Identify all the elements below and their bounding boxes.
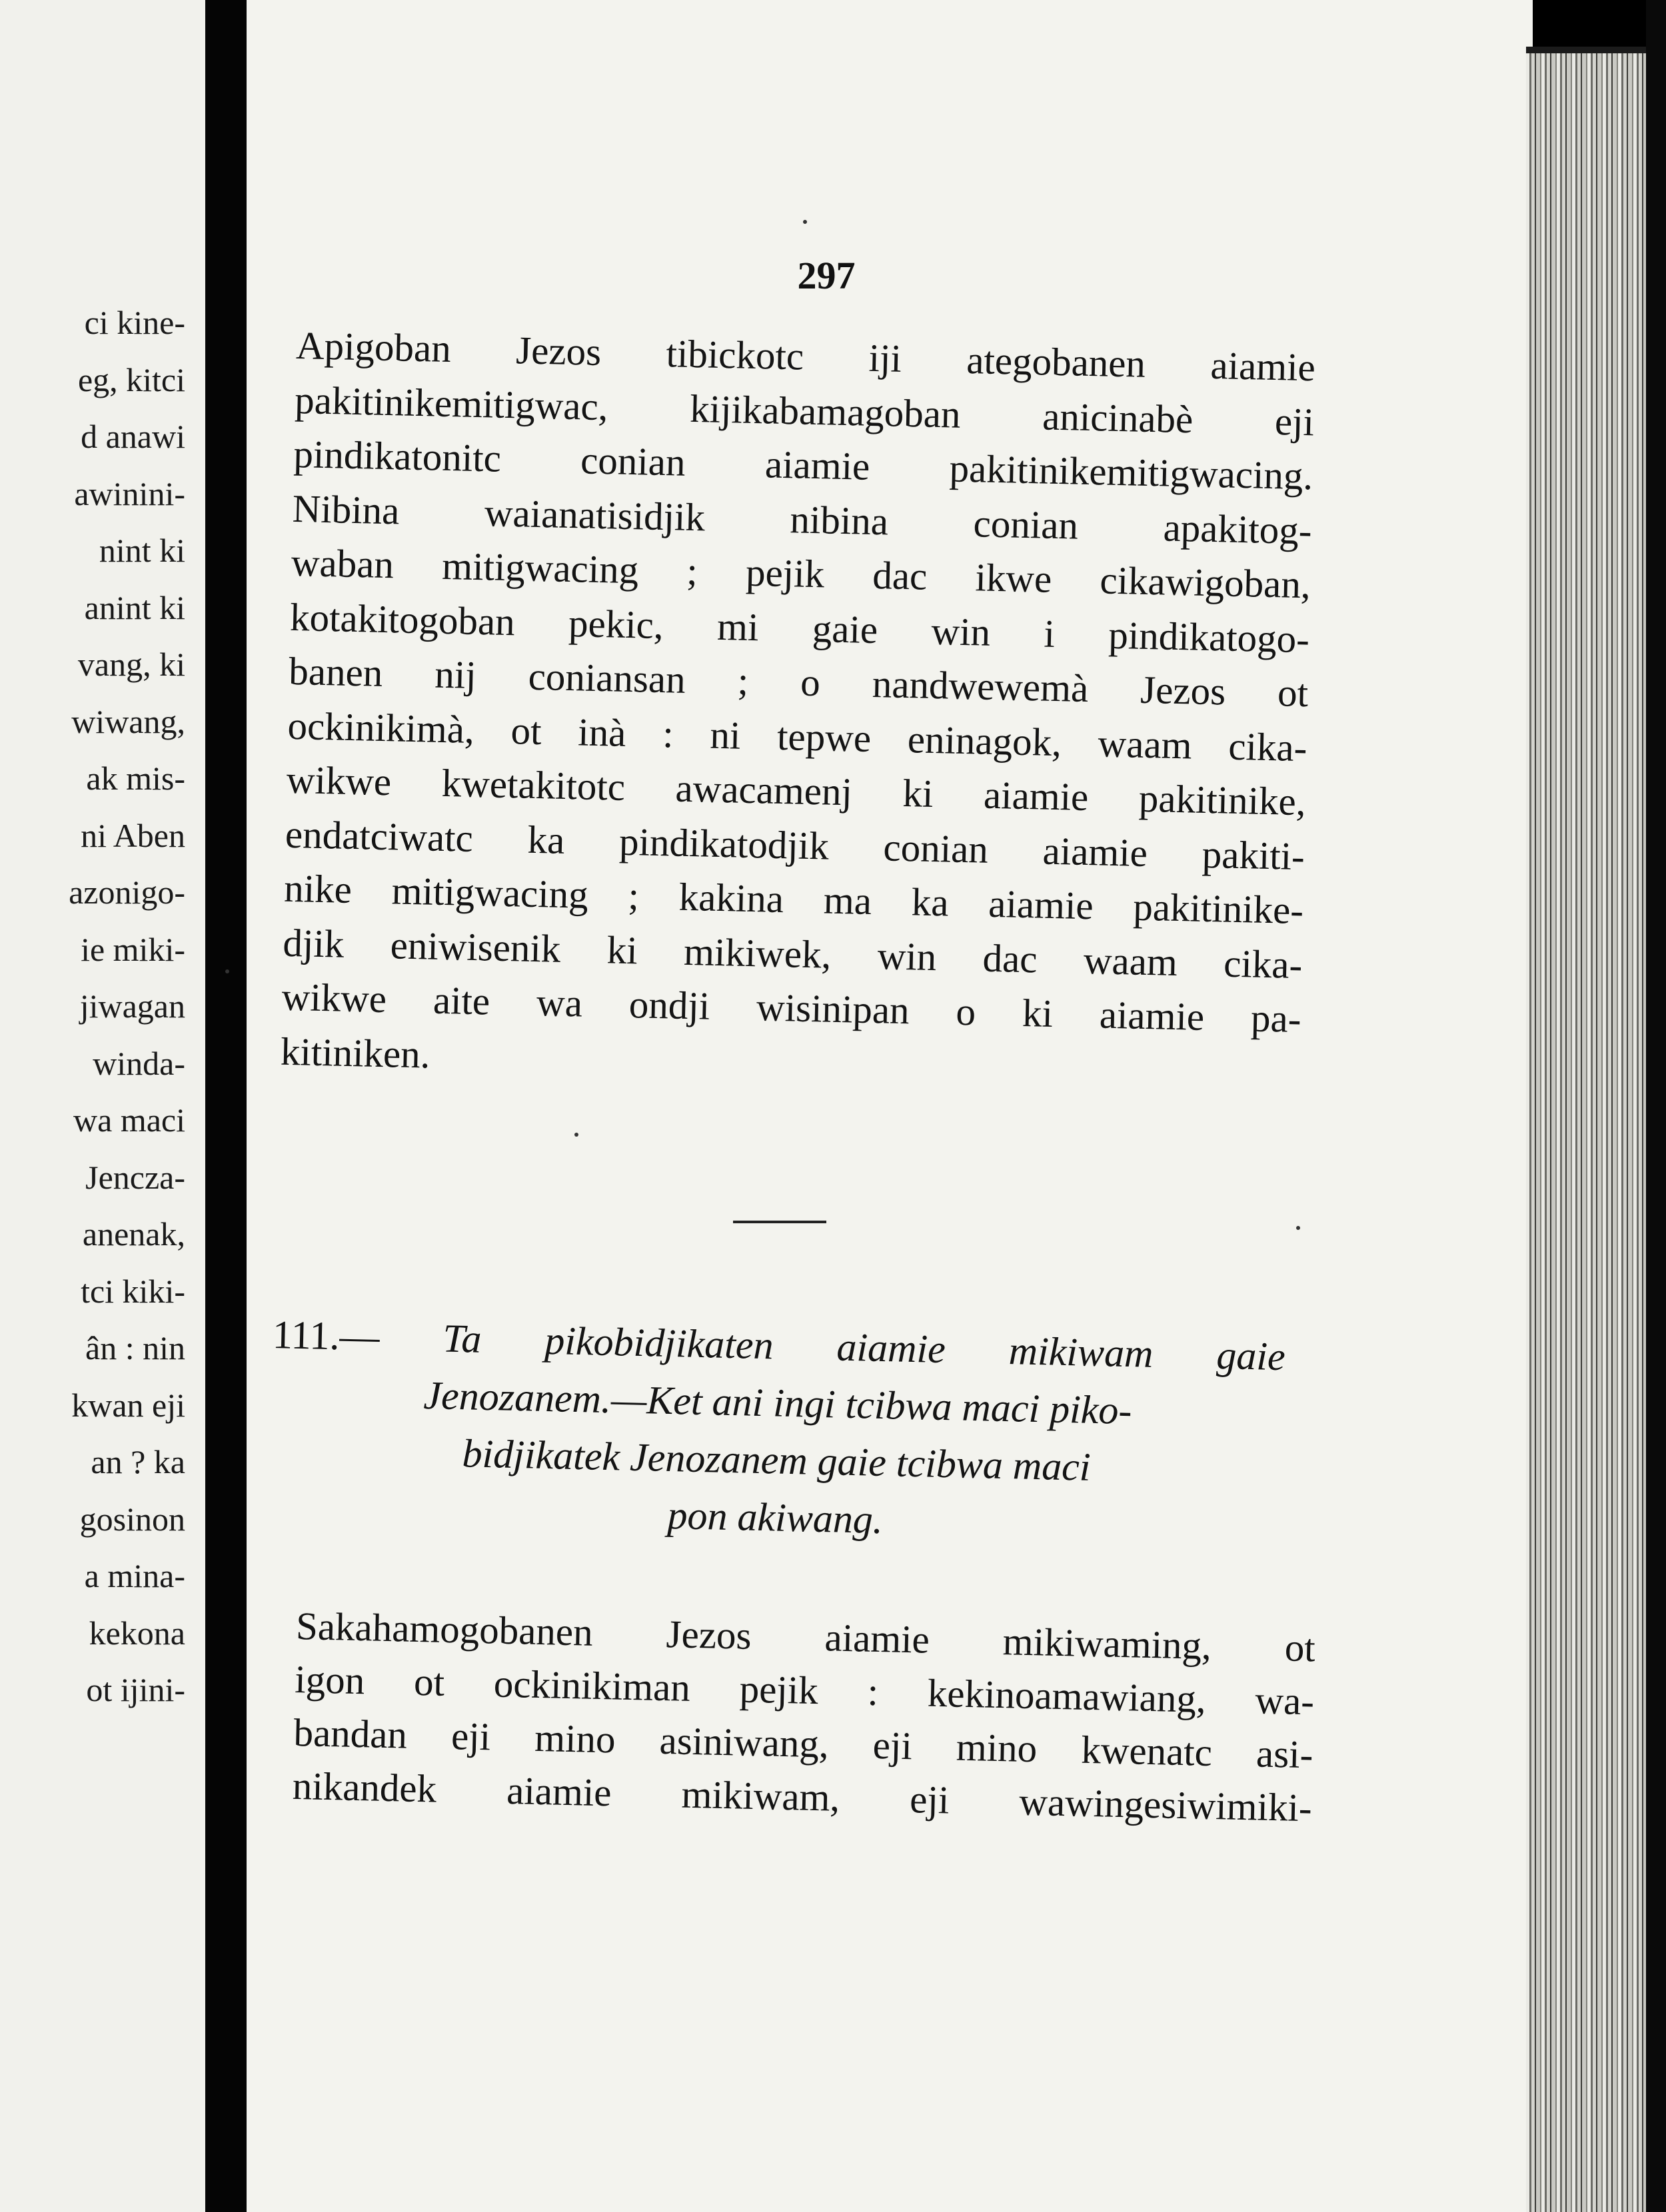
left-page-line: azonigo-: [69, 873, 185, 911]
left-page-line: awinini-: [74, 474, 185, 512]
book-gutter: [205, 0, 247, 2212]
paragraph1-line: pindikatonitc conian aiamie pakitinikemitigwacing.: [293, 431, 1313, 498]
paragraph1-line: Apigoban Jezos tibickotc iji ategobanen aiamie: [295, 322, 1316, 390]
left-page-line: jiwagan: [79, 987, 185, 1025]
paragraph1-line: wikwe aite wa ondji wisinipan o ki aiamie pa-: [281, 974, 1302, 1041]
left-page-line: nint ki: [99, 532, 185, 569]
left-page-line: wiwang,: [71, 702, 185, 740]
left-page-line: anenak,: [82, 1215, 185, 1253]
left-page-line: ân : nin: [85, 1329, 185, 1367]
left-page-line: kwan eji: [71, 1386, 185, 1424]
page-edges-stack: [1526, 53, 1646, 2212]
section-separator: [733, 1221, 826, 1223]
heading-line-2: Jenozanem.—Ket ani ingi tcibwa maci piko-: [422, 1373, 1133, 1433]
left-page-line: Jencza-: [85, 1158, 185, 1196]
ink-speck: [574, 1133, 578, 1137]
paragraph1-line: waban mitigwacing ; pejik dac ikwe cikawigoban,: [291, 540, 1311, 607]
left-page-line: a mina-: [84, 1557, 185, 1594]
left-page-line: eg, kitci: [77, 360, 185, 398]
left-page-line: ie miki-: [81, 930, 185, 968]
ink-speck: [1296, 1226, 1300, 1230]
heading-number: 111.—: [272, 1312, 381, 1359]
left-page-line: d anawi: [81, 418, 185, 455]
left-page-line: ni Aben: [81, 816, 185, 854]
paragraph1-line: ockinikimà, ot inà : ni tepwe eninagok, waam cika-: [287, 703, 1308, 770]
left-page-line: wa maci: [73, 1101, 185, 1139]
paragraph1-line: djik eniwisenik ki mikiwek, win dac waam cika-: [282, 920, 1303, 987]
paragraph2-line: igon ot ockinikiman pejik : kekinoamawiang, wa-: [294, 1656, 1315, 1724]
paragraph-1: [280, 318, 1316, 1101]
left-page-line: ci kine-: [84, 304, 185, 341]
heading-line-4: pon akiwang.: [666, 1492, 884, 1542]
left-page-line: winda-: [93, 1044, 185, 1082]
page-number: 297: [797, 254, 856, 297]
paragraph1-line: endatciwatc ka pindikatodjik conian aiamie pakiti-: [285, 812, 1305, 878]
paragraph2-line: bandan eji mino asiniwang, eji mino kwenatc asi-: [293, 1710, 1313, 1777]
paragraph1-line: nike mitigwacing ; kakina ma ka aiamie pakitinike-: [283, 865, 1304, 933]
previous-page-fragment: [0, 0, 205, 2212]
paragraph1-line: pakitinikemitigwac, kijikabamagoban anicinabè eji: [294, 377, 1315, 444]
left-page-line: ot ijini-: [86, 1671, 185, 1708]
left-page-line: an ? ka: [91, 1443, 185, 1480]
paragraph2-line: Sakahamogobanen Jezos aiamie mikiwaming, ot: [295, 1603, 1316, 1670]
paragraph2-line: nikandek aiamie mikiwam, eji wawingesiwimiki-: [292, 1763, 1313, 1830]
left-page-line: anint ki: [84, 588, 185, 626]
paragraph1-line: banen nij coniansan ; o nandwewemà Jezos ot: [288, 648, 1309, 716]
heading-line-1-text: Ta pikobidjikaten aiamie mikiwam gaie: [442, 1316, 1286, 1379]
left-page-line: ak mis-: [86, 760, 185, 797]
paragraph1-line: kotakitogoban pekic, mi gaie win i pindikatogo-: [289, 594, 1310, 661]
paragraph1-line: Nibina waianatisidjik nibina conian apakitog-: [292, 486, 1313, 552]
heading-line-3: bidjikatek Jenozanem gaie tcibwa maci: [461, 1431, 1092, 1489]
left-page-line: kekona: [89, 1614, 185, 1652]
section-heading: [268, 1306, 1285, 1557]
paragraph1-line: kitiniken.: [280, 1029, 431, 1077]
background-right: [1646, 0, 1666, 2212]
paragraph1-line: wikwe kwetakitotc awacamenj ki aiamie pakitinike,: [286, 757, 1307, 824]
left-page-line: tci kiki-: [81, 1272, 185, 1310]
left-page-line: vang, ki: [77, 646, 185, 683]
ink-speck: [803, 220, 807, 224]
paragraph-2: [292, 1599, 1316, 1834]
left-page-line: gosinon: [79, 1500, 185, 1538]
ink-speck: [225, 969, 229, 973]
